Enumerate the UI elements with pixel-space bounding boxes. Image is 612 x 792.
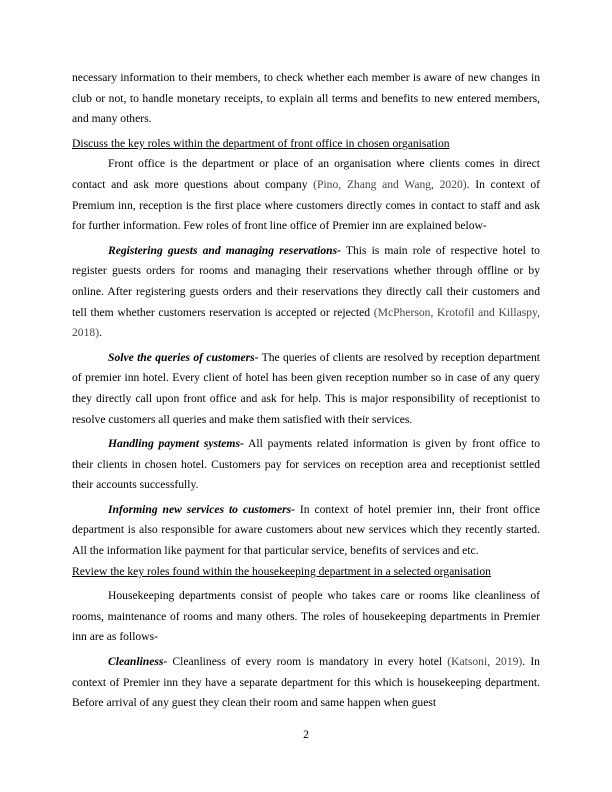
intro-paragraph: necessary information to their members, to check whether each member is aware of new changes in club or not, to handle monetary receipts, to explain all terms and benefits to new entered members, and many others.	[72, 71, 540, 126]
front-office-intro-text-a: Front office is the department or place of an organisation where clients comes in direct contact and ask more questions about company	[72, 157, 540, 191]
role-paragraph-new-services	[72, 500, 540, 562]
front-office-intro-paragraph	[72, 154, 540, 236]
role-text: This is main role of respective hotel to register guests orders for rooms and managing their reservations whether through offline or by online. After registering guests orders and their reservations they directly call their customers and tell them whether customers reservation is accepted or rejected	[72, 243, 540, 319]
role-term: Solve the queries of customers-	[108, 350, 259, 364]
role-paragraph-queries	[72, 348, 540, 430]
page-number: 2	[303, 728, 309, 741]
role-term: Cleanliness-	[108, 655, 168, 669]
section-heading-front-office: Discuss the key roles within the department of front office in chosen organisation	[72, 136, 450, 150]
role-term: Handling payment systems-	[108, 437, 244, 451]
role-tail: .	[99, 326, 102, 340]
housekeeping-intro-paragraph: Housekeeping departments consist of people who takes care or rooms like cleanliness of rooms, maintenance of rooms and many others. The roles of housekeeping departments in Premier inn are as follows-	[72, 589, 540, 644]
role-term: Registering guests and managing reservations-	[108, 243, 341, 257]
role-text: The queries of clients are resolved by reception department of premier inn hotel. Every client of hotel has been given reception number so in case of any query they directly call upon front office and ask for help. This is major responsibility of receptionist to resolve customers all queries and make them satisfied with their services.	[72, 350, 541, 426]
role-paragraph-payment	[72, 434, 540, 496]
citation: (McPherson, Krotofil and Killaspy, 2018)	[72, 305, 540, 340]
document-page	[72, 68, 540, 714]
citation: (Pino, Zhang and Wang, 2020)	[313, 177, 467, 191]
role-text: All payments related information is given by front office to their clients in chosen hotel. Customers pay for services on reception area and receptionist settled their accounts successfully.	[72, 437, 541, 492]
role-text: In context of hotel premier inn, their front office department is also responsible for aware customers about new services which they recently started. All the information like payment for that particular service, benefits of services and etc.	[72, 502, 540, 558]
citation: (Katsoni, 2019)	[447, 655, 523, 669]
section-heading-housekeeping: Review the key roles found within the housekeeping department in a selected organisation	[72, 564, 491, 578]
role-paragraph-cleanliness	[72, 652, 540, 714]
role-term: Informing new services to customers-	[108, 502, 296, 516]
role-text-a: Cleanliness of every room is mandatory in every hotel	[167, 655, 448, 669]
role-text-b: . In context of Premier inn they have a separate department for this which is housekeeping department. Before arrival of any guest they clean their room and same happen when guest	[72, 655, 540, 710]
front-office-intro-text-b: . In context of Premium inn, reception is the first place where customers directly comes in contact to staff and ask for further information. Few roles of front line office of Premier inn are explained below-	[72, 177, 540, 233]
role-paragraph-registering	[72, 241, 540, 344]
